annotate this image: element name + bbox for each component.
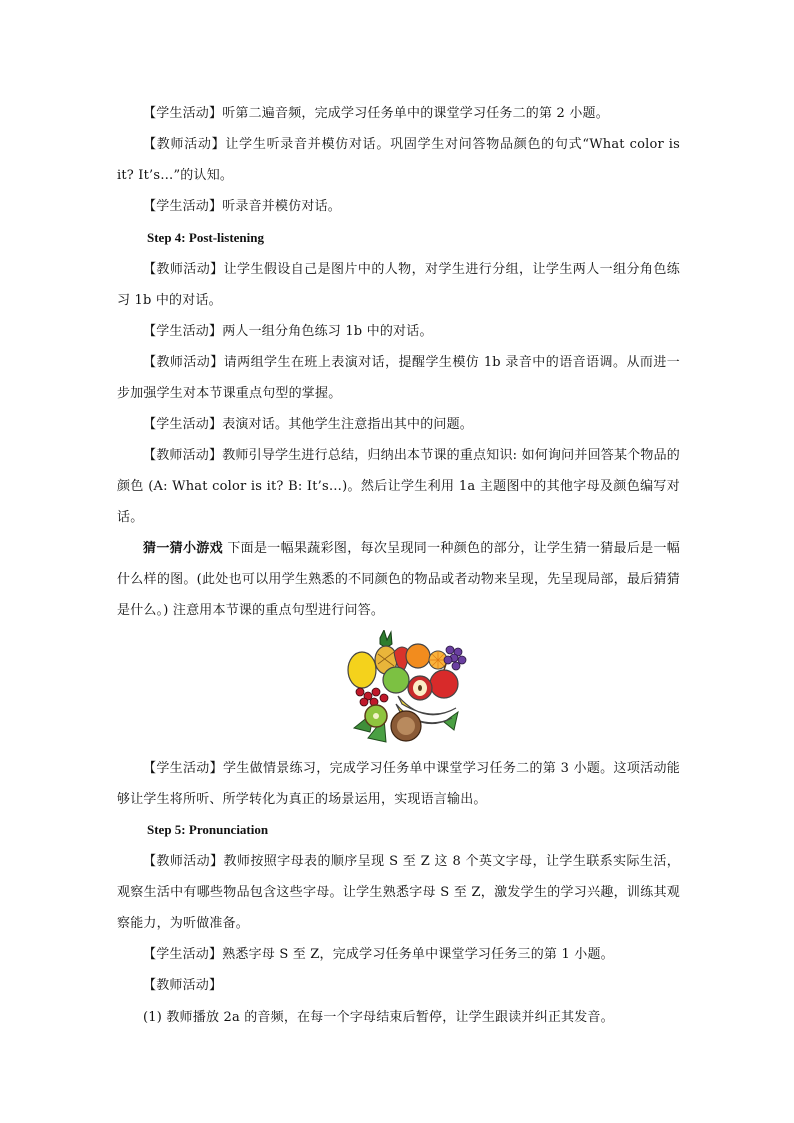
paragraph-teacher-step-1: (1) 教师播放 2a 的音频，在每一个字母结束后暂停，让学生跟读并纠正其发音。 [143,1010,614,1025]
paragraph-student-activity-1: 【学生活动】听第二遍音频，完成学习任务单中的课堂学习任务二的第 2 小题。 [143,106,609,121]
guessing-game-title: 猜一猜小游戏 [143,541,223,556]
paragraph-student-activity-5: 【学生活动】学生做情景练习，完成学习任务单中课堂学习任务二的第 3 小题。这项活动能够让学生将所听、所学转化为真正的场景运用，实现语言输出。 [117,761,680,807]
fruit-basket-illustration [340,630,470,748]
paragraph-teacher-activity-6: 【教师活动】 [143,978,223,993]
paragraph-teacher-activity-3: 【教师活动】请两组学生在班上表演对话，提醒学生模仿 1b 录音中的语音语调。从而进一步加强学生对本节课重点句型的掌握。 [117,355,680,401]
paragraph-student-activity-4: 【学生活动】表演对话。其他学生注意指出其中的问题。 [143,417,474,432]
paragraph-student-activity-2: 【学生活动】听录音并模仿对话。 [143,199,342,214]
paragraph-student-activity-6: 【学生活动】熟悉字母 S 至 Z，完成学习任务单中课堂学习任务三的第 1 小题。 [143,947,614,962]
fruit-basket-icon [340,630,470,748]
paragraph-teacher-activity-1: 【教师活动】让学生听录音并模仿对话。巩固学生对问答物品颜色的句式“What color is it? It’s…”的认知。 [117,137,680,183]
step-5-heading: Step 5: Pronunciation [147,822,269,837]
paragraph-guessing-game [117,533,680,626]
guessing-game-text: 下面是一幅果蔬彩图，每次呈现同一种颜色的部分，让学生猜一猜最后是一幅什么样的图。(此处也可以用学生熟悉的不同颜色的物品或者动物来呈现，先呈现局部，最后猜猜是什么。) 注意用本节课的重点句型进行问答。 [117,541,680,618]
step-4-heading: Step 4: Post-listening [147,230,264,245]
paragraph-teacher-activity-4: 【教师活动】教师引导学生进行总结，归纳出本节课的重点知识: 如何询问并回答某个物品的颜色 (A: What color is it? B: It’s…)。然后让学生利用 1a 主题图中的其他字母及颜色编写对话。 [117,448,680,525]
paragraph-teacher-activity-5: 【教师活动】教师按照字母表的顺序呈现 S 至 Z 这 8 个英文字母，让学生联系实际生活，观察生活中有哪些物品包含这些字母。让学生熟悉字母 S 至 Z，激发学生的学习兴趣，训练其观察能力，为听做准备。 [117,854,680,931]
paragraph-student-activity-3: 【学生活动】两人一组分角色练习 1b 中的对话。 [143,324,433,339]
paragraph-teacher-activity-2: 【教师活动】让学生假设自己是图片中的人物，对学生进行分组，让学生两人一组分角色练习 1b 中的对话。 [117,262,680,308]
